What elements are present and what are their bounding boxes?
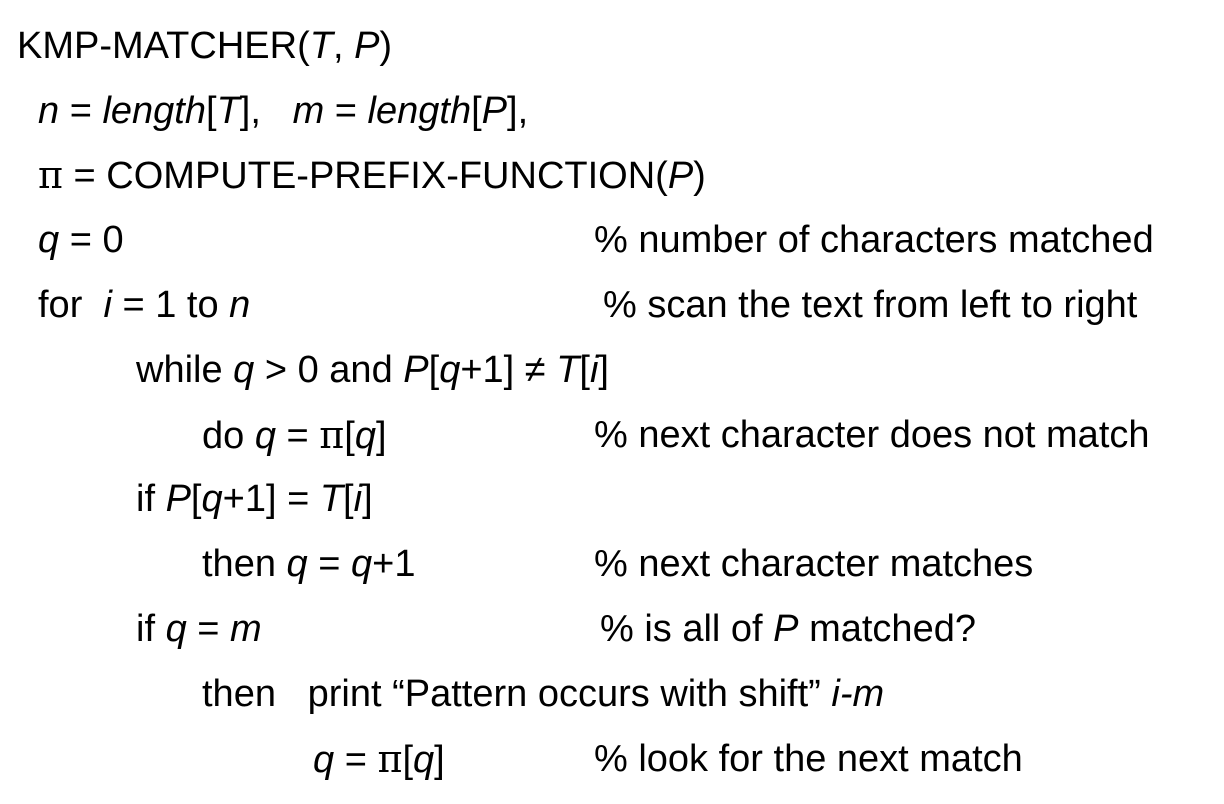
code-var: q xyxy=(439,349,461,391)
code-var: P xyxy=(403,349,429,391)
code-var: P xyxy=(481,90,508,132)
code-text: +1] ≠ xyxy=(460,349,557,391)
code-text: if xyxy=(136,608,166,650)
code-text: [ xyxy=(471,90,482,132)
code-var: i xyxy=(103,284,112,326)
code-var: m xyxy=(852,673,885,715)
code-line-11 xyxy=(202,674,884,714)
code-var: m xyxy=(292,90,325,132)
code-text: = xyxy=(59,90,103,132)
code-var: P xyxy=(165,478,191,520)
code-text: [ xyxy=(190,478,202,520)
code-var: m xyxy=(230,608,262,650)
code-line-3 xyxy=(38,155,706,195)
code-func: length xyxy=(367,90,472,132)
code-text: ) xyxy=(693,155,706,197)
code-text: - xyxy=(839,673,853,715)
code-text: ] xyxy=(598,349,609,391)
code-line-9 xyxy=(202,544,415,584)
code-text: ], xyxy=(239,90,293,132)
code-var: q xyxy=(350,543,373,585)
code-line-5 xyxy=(38,285,250,325)
code-text: ) xyxy=(379,25,393,67)
code-text: KMP-MATCHER( xyxy=(17,25,310,67)
code-var: P xyxy=(354,25,380,67)
comment-5: % scan the text from left to right xyxy=(603,284,1138,326)
code-text: > 0 and xyxy=(254,349,404,391)
code-text: do xyxy=(202,415,255,457)
comment-10 xyxy=(600,609,976,649)
code-var: q xyxy=(286,543,308,585)
code-var: T xyxy=(309,25,333,67)
code-text: while xyxy=(136,349,234,391)
comment-7: % next character does not match xyxy=(594,414,1150,456)
code-var: q xyxy=(413,739,435,781)
code-line-12 xyxy=(313,739,445,779)
code-text: , xyxy=(332,25,355,67)
code-text: [ xyxy=(343,478,354,520)
code-text: = 1 to xyxy=(111,284,230,326)
code-var: q xyxy=(201,478,223,520)
code-var: T xyxy=(556,349,580,391)
code-text: = xyxy=(334,739,378,781)
code-text: [ xyxy=(428,349,440,391)
code-line-8 xyxy=(136,479,373,519)
code-var: n xyxy=(38,90,60,132)
code-text: +1] = xyxy=(222,478,320,520)
code-text: +1 xyxy=(372,543,416,585)
code-text: [ xyxy=(206,90,217,132)
code-var: n xyxy=(229,284,251,326)
code-text: [ xyxy=(344,415,355,457)
comment-4: % number of characters matched xyxy=(594,219,1154,261)
code-var: P xyxy=(667,155,694,197)
code-text: ], xyxy=(507,90,529,132)
code-text: = xyxy=(324,90,368,132)
code-text: = xyxy=(186,608,231,650)
code-var: i xyxy=(353,478,363,520)
code-line-7 xyxy=(202,415,387,455)
pi-symbol: π xyxy=(377,737,403,781)
pi-symbol: π xyxy=(38,153,63,197)
code-text: = 0 xyxy=(59,219,124,261)
code-var: i xyxy=(831,673,840,715)
code-text: ] xyxy=(362,478,373,520)
code-var: q xyxy=(233,349,255,391)
code-var: T xyxy=(319,478,344,520)
code-var: q xyxy=(254,415,276,457)
code-line-6 xyxy=(136,350,609,390)
code-var: P xyxy=(773,608,799,650)
pi-symbol: π xyxy=(319,413,345,457)
code-text: = COMPUTE-PREFIX-FUNCTION( xyxy=(62,155,668,197)
code-var: q xyxy=(354,415,376,457)
code-line-10 xyxy=(136,609,262,649)
code-text: then xyxy=(202,543,287,585)
code-text: ] xyxy=(434,739,445,781)
comment-text: matched? xyxy=(798,608,976,650)
code-text: [ xyxy=(402,739,413,781)
code-text: for xyxy=(38,284,104,326)
comment-9: % next character matches xyxy=(594,543,1034,585)
code-var: q xyxy=(165,608,187,650)
code-var: i xyxy=(589,349,599,391)
code-text: = xyxy=(307,543,351,585)
code-func: length xyxy=(102,90,206,132)
code-line-2 xyxy=(38,91,528,131)
code-text: [ xyxy=(579,349,590,391)
code-var: q xyxy=(313,739,335,781)
code-line-1 xyxy=(17,26,392,66)
code-text: = xyxy=(275,415,320,457)
code-text: if xyxy=(136,478,166,520)
code-var: q xyxy=(38,219,60,261)
code-text: then print “Pattern occurs with shift” xyxy=(202,673,832,715)
code-text: ] xyxy=(375,415,387,457)
code-line-4 xyxy=(38,220,124,260)
comment-12: % look for the next match xyxy=(594,738,1023,780)
code-var: T xyxy=(216,90,240,132)
comment-text: % is all of xyxy=(600,608,774,650)
